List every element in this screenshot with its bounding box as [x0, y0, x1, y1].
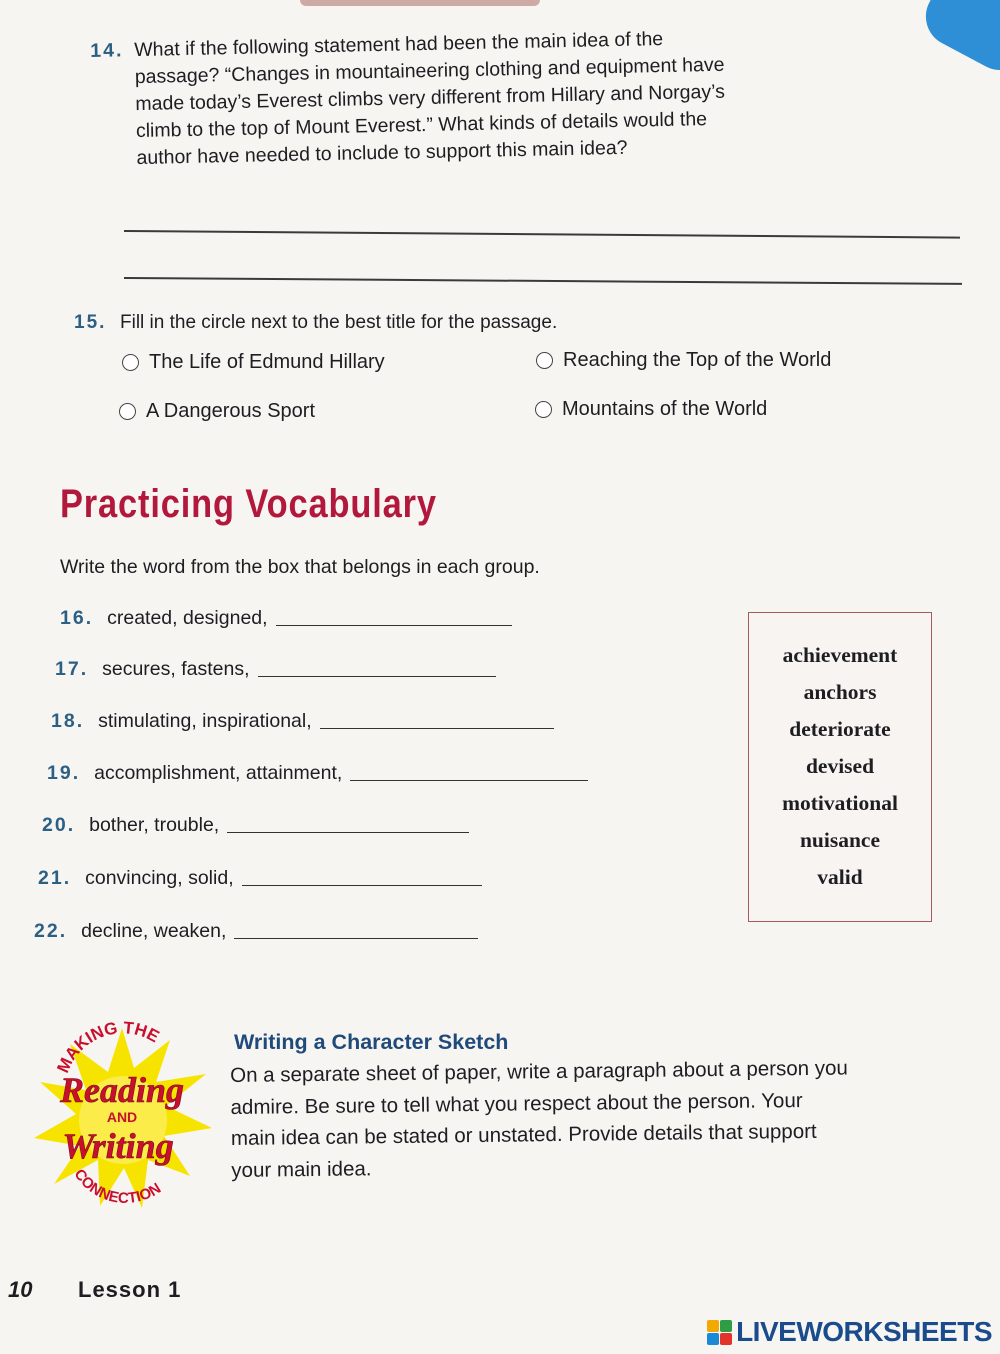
question-line: What if the following statement had been the main idea of the: [134, 27, 664, 62]
item-text: stimulating, inspirational,: [98, 710, 312, 732]
radio-circle[interactable]: [122, 354, 139, 371]
vocab-item: [60, 607, 512, 630]
vocab-item: [47, 762, 588, 785]
logo-arc-bottom-text: CONNECTION: [70, 1166, 165, 1208]
question-line: passage? “Changes in mountaineering clothing and equipment have: [134, 53, 725, 89]
option-label: Mountains of the World: [562, 398, 768, 420]
word-box-item: motivational: [782, 791, 898, 815]
item-text: bother, trouble,: [89, 814, 220, 836]
lesson-label: Lesson 1: [78, 1277, 182, 1302]
item-text: created, designed,: [107, 607, 268, 629]
vocab-item: [55, 658, 496, 681]
word-box-item: nuisance: [799, 828, 881, 852]
item-number: 18.: [51, 710, 85, 732]
item-number: 16.: [60, 607, 94, 629]
liveworksheets-logo-icon: [707, 1320, 732, 1345]
item-number: 21.: [38, 867, 72, 889]
body-line: admire. Be sure to tell what you respect about the person. Your: [230, 1088, 803, 1119]
word-box-item: anchors: [803, 680, 877, 704]
radio-circle[interactable]: [535, 401, 552, 418]
body-line: main idea can be stated or unstated. Provide details that support: [230, 1119, 817, 1150]
watermark-text: LIVEWORKSHEETS: [736, 1316, 992, 1347]
logo-and-text: AND: [106, 1109, 138, 1125]
word-list: [749, 613, 931, 896]
liveworksheets-watermark: [707, 1316, 992, 1348]
question-line: climb to the top of Mount Everest.” What kinds of details would the: [135, 108, 708, 143]
answer-blank[interactable]: [276, 624, 512, 626]
radio-circle[interactable]: [536, 352, 553, 369]
option-label: Reaching the Top of the World: [563, 349, 832, 371]
item-number: 20.: [42, 814, 76, 836]
answer-blank[interactable]: [227, 831, 469, 833]
item-number: 19.: [47, 762, 81, 784]
radio-circle[interactable]: [119, 403, 136, 420]
section-heading: Practicing Vocabulary: [60, 482, 437, 526]
question-number: 14.: [90, 39, 124, 62]
item-text: convincing, solid,: [85, 867, 234, 889]
question-prompt: Fill in the circle next to the best title for the passage.: [120, 312, 558, 333]
body-line: your main idea.: [231, 1156, 372, 1182]
answer-blank[interactable]: [350, 779, 588, 781]
word-box-item: achievement: [782, 643, 898, 667]
answer-line-2[interactable]: [124, 277, 962, 284]
item-text: accomplishment, attainment,: [94, 762, 343, 784]
word-box-item: devised: [805, 754, 875, 778]
vocab-item: [38, 867, 482, 890]
answer-line-1[interactable]: [124, 230, 960, 238]
answer-blank[interactable]: [258, 675, 496, 677]
writing-section-body: [230, 1052, 921, 1186]
option-life-of-edmund-hillary[interactable]: [122, 351, 385, 374]
vocab-item: [51, 710, 554, 733]
logo-arc-top-text: MAKING THE: [53, 1020, 163, 1076]
answer-blank[interactable]: [242, 884, 482, 886]
option-reaching-the-top[interactable]: [536, 349, 831, 372]
option-dangerous-sport[interactable]: [119, 400, 315, 423]
item-number: 17.: [55, 658, 89, 680]
question-number: 15.: [74, 312, 107, 333]
page-number: 10: [8, 1277, 33, 1302]
option-label: The Life of Edmund Hillary: [149, 351, 385, 373]
body-line: On a separate sheet of paper, write a paragraph about a person you: [230, 1056, 848, 1087]
option-mountains-of-the-world[interactable]: [535, 398, 767, 421]
corner-shadow: [915, 0, 1000, 81]
reading-writing-connection-logo: [30, 1020, 215, 1215]
question-line: made today’s Everest climbs very different from Hillary and Norgay’s: [135, 80, 726, 116]
vocab-item: [42, 814, 469, 837]
word-box-item: deteriorate: [789, 717, 891, 741]
top-edge-shadow: [300, 0, 540, 6]
instructions: Write the word from the box that belongs in each group.: [60, 556, 540, 578]
writing-section-title: Writing a Character Sketch: [234, 1030, 509, 1054]
question-14: [90, 24, 773, 173]
item-number: 22.: [34, 920, 68, 942]
question-text: [134, 24, 773, 172]
answer-blank[interactable]: [320, 727, 554, 729]
option-label: A Dangerous Sport: [146, 400, 315, 422]
item-text: decline, weaken,: [81, 920, 227, 942]
word-box-item: valid: [817, 865, 863, 889]
logo-reading-text: Reading: [59, 1070, 185, 1110]
item-text: secures, fastens,: [102, 658, 250, 680]
word-box: [748, 612, 932, 922]
question-line: author have needed to include to support this main idea?: [136, 136, 628, 170]
vocab-item: [34, 920, 478, 943]
logo-writing-text: Writing: [62, 1126, 174, 1166]
answer-blank[interactable]: [234, 937, 478, 939]
